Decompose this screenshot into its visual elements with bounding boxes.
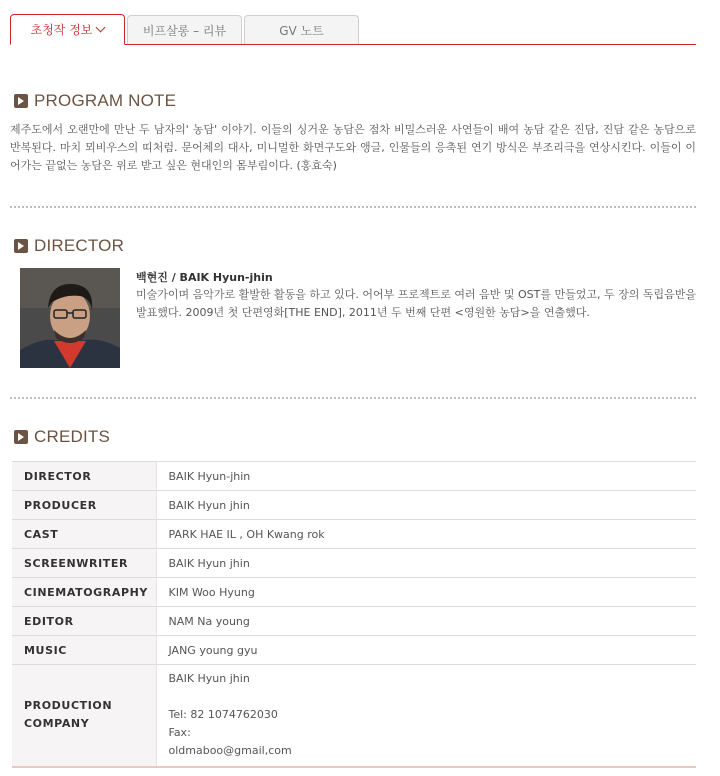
program-note-text: 제주도에서 오랜만에 만난 두 남자의' 농담' 이야기. 이들의 싱거운 농담은 점차 비밀스러운 사연들이 배여 농담 같은 진담, 진담 같은 농담으로 반복된다. 마치 뫼비우스의 띠처럼. 문어체의 대사, 미니멀한 화면구도와 앵글, 인물들의 응축된 연기 방식은 부조리극을 연상시킨다. 이들이 이어가는 끝없는 농담은 위로 받고 싶은 현대인의 몸부림이다. (홍효숙) — [10, 123, 696, 172]
table-row — [12, 636, 696, 665]
director-name: 백현진 / BAIK Hyun-jhin — [136, 271, 273, 284]
production-name: BAIK Hyun jhin — [168, 672, 250, 686]
credit-key: SCREENWRITER — [12, 549, 156, 578]
credit-value: BAIK Hyun jhin — [156, 549, 696, 578]
credits-table — [12, 461, 696, 768]
credit-key: CAST — [12, 520, 156, 549]
spacer — [169, 688, 697, 706]
program-note-title: PROGRAM NOTE — [34, 91, 177, 110]
credit-value: BAIK Hyun-jhin — [156, 462, 696, 491]
credit-key: DIRECTOR — [12, 462, 156, 491]
credit-key-production-company — [12, 665, 156, 767]
table-row — [12, 491, 696, 520]
tab-gv-note[interactable] — [244, 15, 359, 44]
credit-value: NAM Na young — [156, 607, 696, 636]
arrow-bullet-icon — [14, 430, 28, 444]
table-row — [12, 607, 696, 636]
credit-key-line: COMPANY — [24, 717, 90, 731]
tab-bar — [10, 14, 696, 45]
director-bio: 미술가이며 음악가로 활발한 활동을 하고 있다. 어어부 프로젝트로 여러 음반 및 OST를 만들었고, 두 장의 독립음반을 발표했다. 2009년 첫 단편영화[THE END], 2011년 두 번째 단편 <영원한 농담>을 연출했다. — [136, 288, 696, 319]
chevron-down-icon — [96, 23, 106, 33]
credits-heading — [14, 427, 110, 447]
table-row — [12, 462, 696, 491]
credit-value: PARK HAE IL , OH Kwang rok — [156, 520, 696, 549]
credit-key: MUSIC — [12, 636, 156, 665]
credit-value-production-company — [156, 665, 696, 767]
tab-film-info-label: 초청작 정보 — [30, 23, 93, 37]
director-photo — [20, 268, 120, 368]
tab-bif-salon-review[interactable] — [127, 15, 242, 44]
credit-value: BAIK Hyun jhin — [156, 491, 696, 520]
section-divider — [10, 397, 696, 399]
director-title: DIRECTOR — [34, 236, 125, 255]
tab-film-info[interactable] — [10, 14, 125, 45]
table-row — [12, 549, 696, 578]
credit-value: JANG young gyu — [156, 636, 696, 665]
production-email: oldmaboo@gmail,com — [168, 744, 292, 758]
credits-title: CREDITS — [34, 427, 111, 446]
director-heading — [14, 236, 124, 256]
tab-gv-note-label: GV 노트 — [279, 23, 324, 38]
production-fax: Fax: — [168, 726, 191, 740]
production-tel: Tel: 82 1074762030 — [168, 708, 278, 722]
section-divider — [10, 206, 696, 208]
credit-key-line: PRODUCTION — [24, 699, 113, 713]
arrow-bullet-icon — [14, 94, 28, 108]
credit-key: CINEMATOGRAPHY — [12, 578, 156, 607]
tab-bif-salon-review-label: 비프살롱 – 리뷰 — [142, 23, 227, 38]
credit-value: KIM Woo Hyung — [156, 578, 696, 607]
credit-key: EDITOR — [12, 607, 156, 636]
credit-key: PRODUCER — [12, 491, 156, 520]
arrow-bullet-icon — [14, 239, 28, 253]
table-row — [12, 578, 696, 607]
table-row — [12, 665, 696, 767]
program-note-heading — [14, 91, 176, 111]
table-row — [12, 520, 696, 549]
